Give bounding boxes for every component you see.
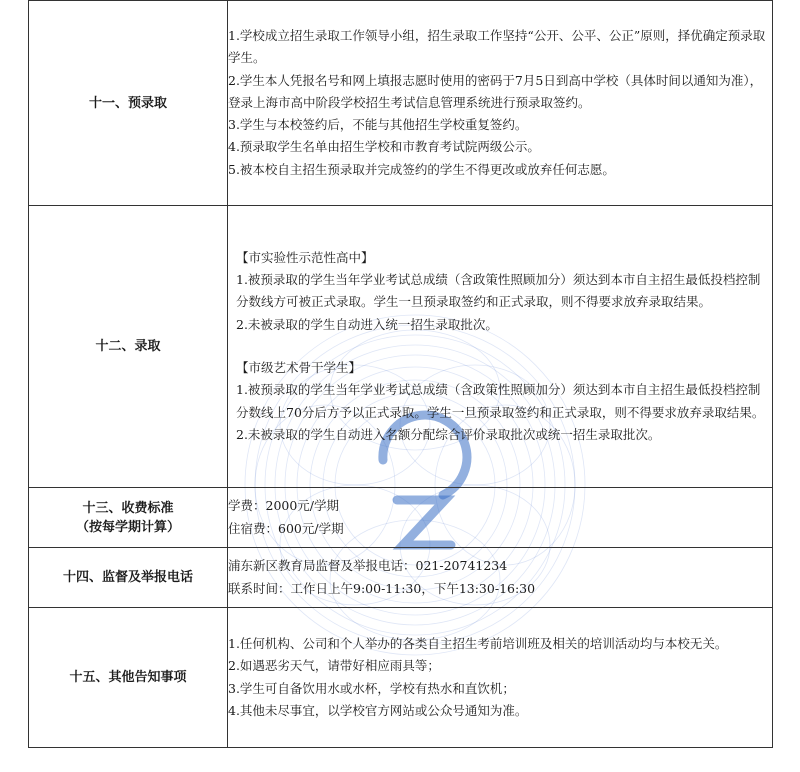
section-title: 十五、其他告知事项 [29, 608, 228, 748]
section-content [228, 488, 773, 548]
list-item: 1.被预录取的学生当年学业考试总成绩（含政策性照顾加分）须达到本市自主招生最低投档控制分数线上70分后方予以正式录取。学生一旦预录取签约和正式录取，则不得要求放弃录取结果。 [236, 382, 765, 420]
list-item: 联系时间：工作日上午9:00-11:30，下午13:30-16:30 [228, 580, 536, 596]
section-title: 十三、收费标准 [82, 500, 174, 516]
section-row-hotline [29, 548, 773, 608]
admission-info-table [28, 0, 773, 748]
section-row-admission [29, 206, 773, 488]
section-subtitle: （按每学期计算） [75, 519, 180, 535]
list-item: 1.任何机构、公司和个人举办的各类自主招生考前培训班及相关的培训活动均与本校无关。 [228, 635, 728, 651]
group-heading: 【市级艺术骨干学生】 [236, 360, 362, 375]
section-row-other-notices [29, 608, 773, 748]
list-item: 浦东新区教育局监督及举报电话：021-20741234 [228, 558, 508, 574]
section-title: 十一、预录取 [29, 1, 228, 206]
list-item: 学费：2000元/学期 [228, 498, 340, 514]
section-title: 十四、监督及举报电话 [29, 548, 228, 608]
list-item: 2.如遇恶劣天气，请带好相应雨具等； [228, 658, 440, 674]
section-row-fees [29, 488, 773, 548]
list-item: 2.未被录取的学生自动进入名额分配综合评价录取批次或统一招生录取批次。 [236, 426, 661, 442]
list-item: 2.未被录取的学生自动进入统一招生录取批次。 [236, 316, 498, 332]
group-heading: 【市实验性示范性高中】 [236, 249, 374, 265]
section-content [228, 608, 773, 748]
list-item: 2.学生本人凭报名号和网上填报志愿时使用的密码于7月5日到高中学校（具体时间以通知为准），登录上海市高中阶段学校招生考试信息管理系统进行预录取签约。 [228, 72, 763, 110]
list-item: 5.被本校自主招生预录取并完成签约的学生不得更改或放弃任何志愿。 [228, 161, 615, 177]
section-content [228, 1, 773, 206]
section-title-cell [29, 488, 228, 548]
section-content [228, 548, 773, 608]
section-content [228, 206, 773, 488]
list-item: 4.预录取学生名单由招生学校和市教育考试院两级公示。 [228, 139, 540, 155]
section-row-pre-admission [29, 1, 773, 206]
list-item: 1.学校成立招生录取工作领导小组，招生录取工作坚持“公开、公平、公正”原则，择优确定预录取学生。 [228, 27, 766, 66]
list-item: 3.学生可自备饮用水或水杯，学校有热水和直饮机； [228, 680, 515, 696]
section-title: 十二、录取 [29, 206, 228, 488]
list-item: 3.学生与本校签约后，不能与其他招生学校重复签约。 [228, 117, 528, 133]
list-item: 住宿费：600元/学期 [228, 520, 344, 536]
list-item: 1.被预录取的学生当年学业考试总成绩（含政策性照顾加分）须达到本市自主招生最低投档控制分数线方可被正式录取。学生一旦预录取签约和正式录取，则不得要求放弃录取结果。 [236, 272, 761, 310]
list-item: 4.其他未尽事宜，以学校官方网站或公众号通知为准。 [228, 702, 528, 718]
